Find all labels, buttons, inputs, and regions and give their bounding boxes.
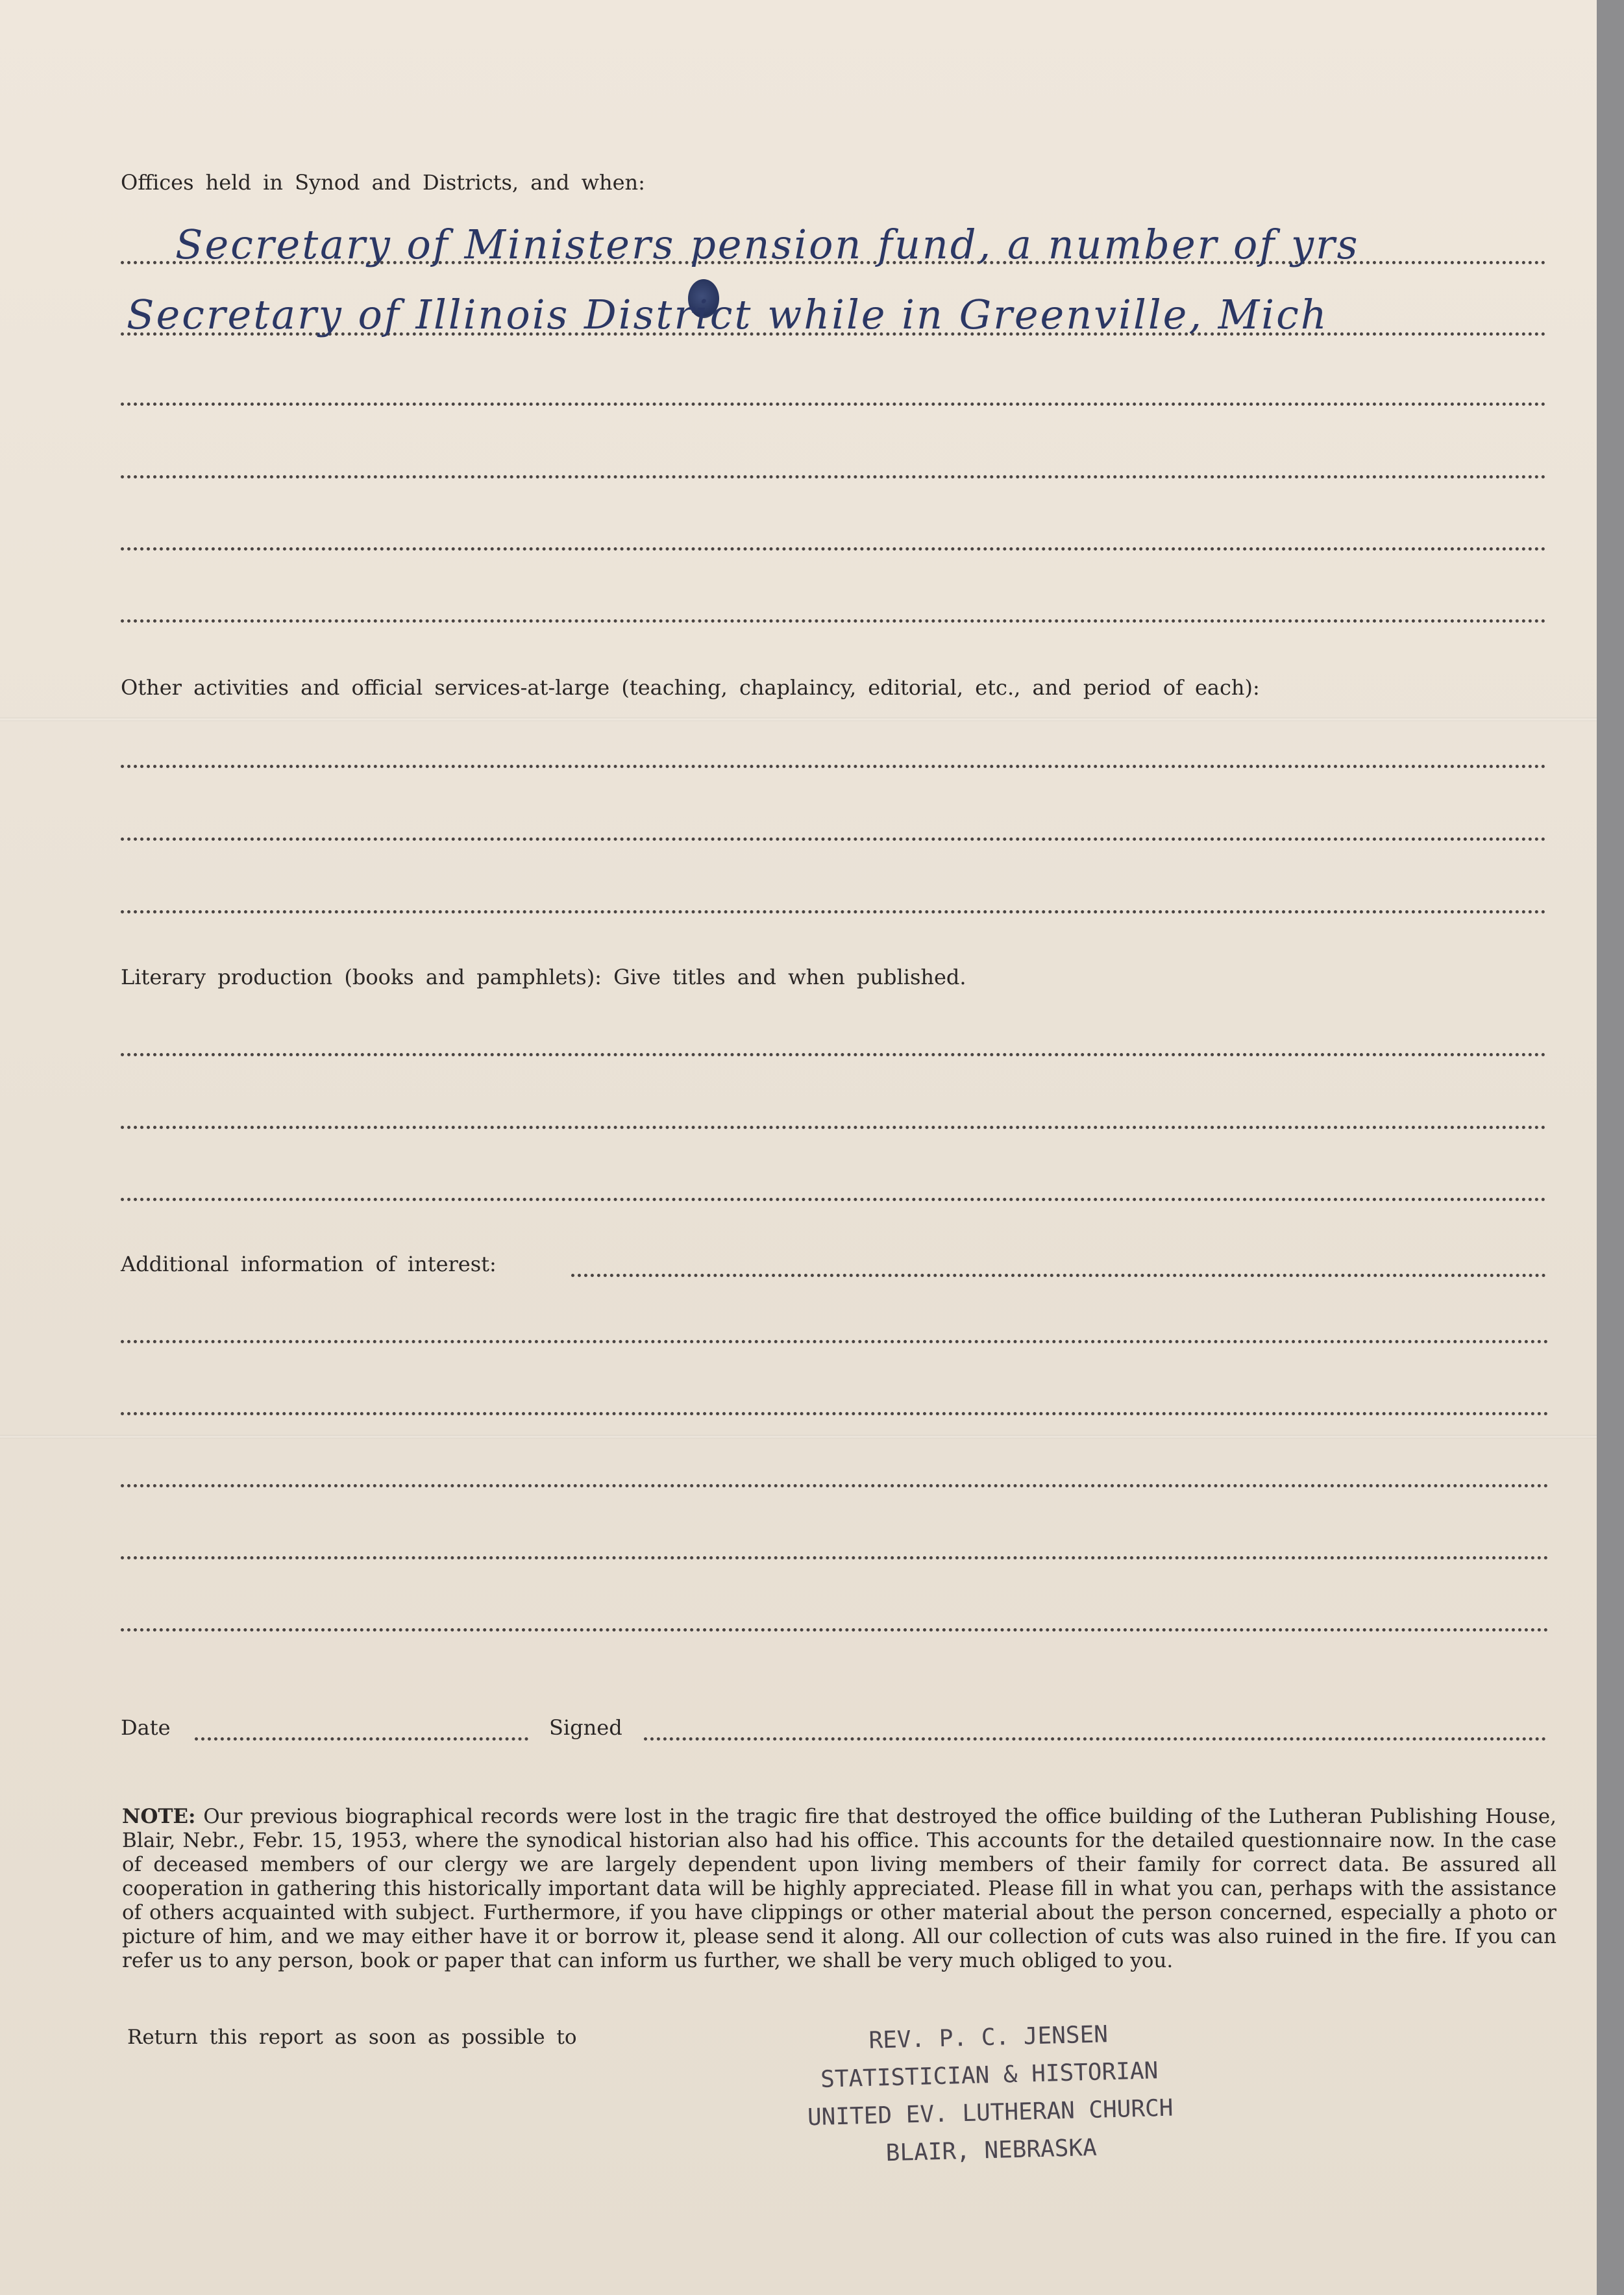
literary-line-1[interactable] <box>121 1053 1546 1056</box>
date-label: Date <box>121 1715 171 1740</box>
activities-line-2[interactable] <box>121 837 1546 841</box>
additional-line-3[interactable] <box>121 1484 1549 1487</box>
note-heading: NOTE: <box>122 1805 196 1828</box>
additional-line-0[interactable] <box>571 1274 1546 1277</box>
offices-line-3[interactable] <box>121 403 1546 406</box>
additional-line-2[interactable] <box>121 1412 1549 1415</box>
additional-label: Additional information of interest: <box>121 1252 497 1276</box>
return-label: Return this report as soon as possible to <box>127 2026 577 2049</box>
offices-handwritten-1: Secretary of Ministers pension fund, a number of yrs <box>175 221 1360 268</box>
stamp-line-4: BLAIR, NEBRASKA <box>885 2134 1098 2167</box>
address-stamp <box>777 2014 1203 2176</box>
signed-field[interactable] <box>644 1737 1546 1741</box>
offices-line-6[interactable] <box>121 619 1546 623</box>
note-paragraph <box>122 1805 1556 1973</box>
literary-line-2[interactable] <box>121 1126 1546 1129</box>
date-field[interactable] <box>195 1737 528 1741</box>
offices-label: Offices held in Synod and Districts, and when: <box>121 170 645 195</box>
activities-line-3[interactable] <box>121 910 1546 913</box>
literary-line-3[interactable] <box>121 1198 1546 1201</box>
stamp-line-3: UNITED EV. LUTHERAN CHURCH <box>807 2094 1174 2131</box>
literary-label: Literary production (books and pamphlets): Give titles and when published. <box>121 965 966 989</box>
stamp-line-2: STATISTICIAN & HISTORIAN <box>820 2057 1159 2093</box>
additional-line-5[interactable] <box>121 1628 1549 1631</box>
activities-label: Other activities and official services-at-large (teaching, chaplaincy, editorial, etc., and period of each): <box>121 675 1260 700</box>
paper-fold <box>0 717 1597 721</box>
offices-line-5[interactable] <box>121 547 1546 551</box>
note-text: Our previous biographical records were lost in the tragic fire that destroyed the office building of the Lutheran Publishing House, Blair, Nebr., Febr. 15, 1953, where the synodical historian also had his office. This accounts for the detailed questionnaire now. In the case of deceased members of our clergy we are largely dependent upon living members of their family for correct data. Be assured all cooperation in gathering this historically important data will be highly appreciated. Please fill in what you can, perhaps with the assistance of others acquainted with subject. Furthermore, if you have clippings or other material about the person concerned, especially a photo or picture of him, and we may either have it or borrow it, please send it along. All our collection of cuts was also ruined in the fire. If you can refer us to any person, book or paper that can inform us further, we shall be very much obliged to you. <box>122 1805 1556 1972</box>
paper-fold <box>0 1435 1597 1439</box>
additional-line-4[interactable] <box>121 1556 1549 1559</box>
additional-line-1[interactable] <box>121 1340 1549 1343</box>
activities-line-1[interactable] <box>121 765 1546 768</box>
offices-line-4[interactable] <box>121 475 1546 478</box>
signed-label: Signed <box>549 1715 622 1740</box>
offices-handwritten-2: Secretary of Illinois District while in Greenville, Mich <box>127 291 1329 338</box>
stamp-line-1: REV. P. C. JENSEN <box>868 2021 1109 2054</box>
